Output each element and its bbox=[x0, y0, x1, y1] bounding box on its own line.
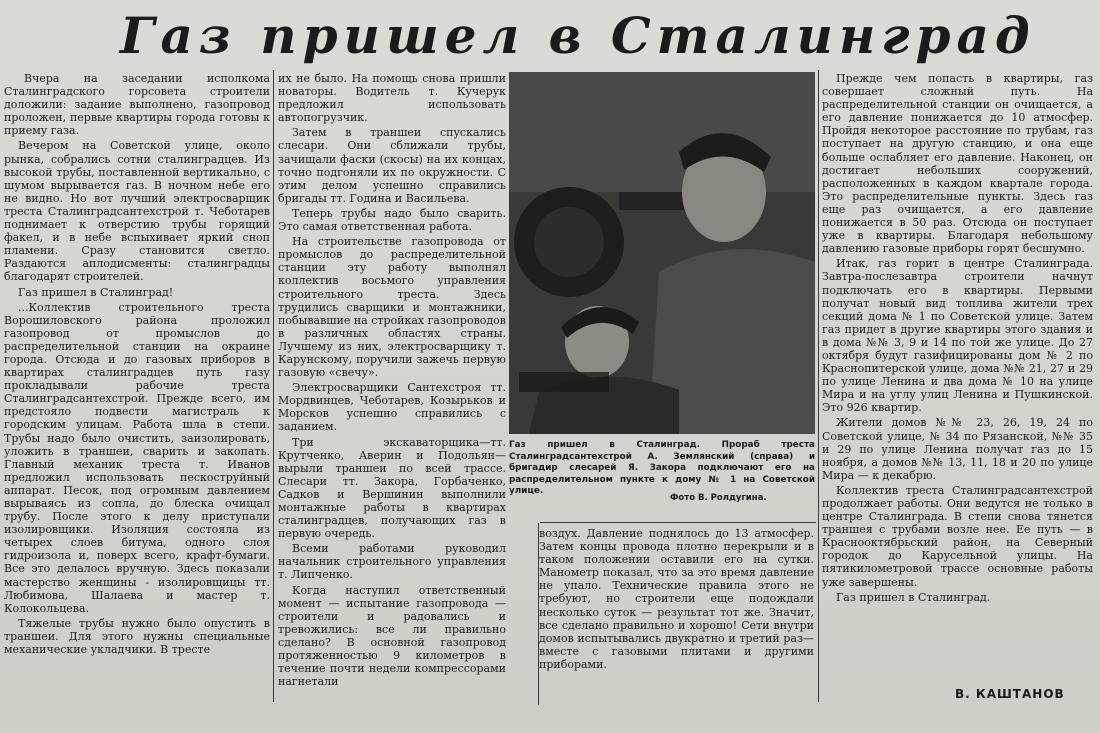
paragraph: Всеми работами руководил начальник строительного управления т. Липченко. bbox=[278, 542, 506, 582]
paragraph: Когда наступил ответственный момент — испытание газопровода — строители и радовались и тревожились: все ли правильно сделано? В основной газопровод протяженностью 9 километров в течение почти недели компрессорами нагнетали bbox=[278, 583, 506, 689]
paragraph: Газ пришел в Сталинград. bbox=[836, 590, 991, 604]
photo-caption: Газ пришел в Сталинград. Прораб треста Сталинградсантехстрой А. Землянский (справа) и бригадир слесарей Я. Закора подключают его на распределительном пункте к дому № 1 на Советской улице. bbox=[509, 440, 815, 496]
paragraph: Жители домов №№ 23, 26, 19, 24 по Советской улице, № 34 по Рязанской, №№ 35 и 29 по улице Ленина получат газ до 15 ноября, а домов №№ 13, 11, 18 и 20 по улице Мира — к декабрю. bbox=[822, 416, 1093, 482]
caption-rule bbox=[540, 522, 816, 523]
paragraph: Вечером на Советской улице, около рынка, собрались сотни сталинградцев. Из высокой трубы, поставленной вертикально, с шумом вырывается газ. В ночном небе его не видно. Но вот лучший электросварщик треста Сталинградсантехстрой т. Чеботарев поднимает к отверстию трубы горящий факел, и в небе вспыхивает яркий сноп пламени. Сразу становится светло. Раздаются аплодисменты: сталинградцы благодарят строителей. bbox=[4, 139, 270, 284]
headline: Газ пришел в Сталинград bbox=[120, 6, 1036, 65]
column-4 bbox=[822, 72, 1093, 708]
photo-credit: Фото В. Ролдугина. bbox=[670, 493, 767, 503]
column-3-bottom bbox=[539, 527, 814, 707]
paragraph: Теперь трубы надо было сварить. Это самая ответственная работа. bbox=[278, 206, 506, 234]
paragraph: Три экскаваторщика—тт. Крутченко, Аверин и Подольян—вырыли траншеи по всей трассе. Слесари тт. Закора, Горбаченко, Садков и Вершинин выполнили монтажные работы в квартирах сталинградцев, получающих газ в первую очередь. bbox=[278, 435, 506, 541]
author-signature: В. КАШТАНОВ bbox=[955, 687, 1065, 701]
column-2 bbox=[278, 72, 506, 697]
paragraph: ...Коллектив строительного треста Ворошиловского района проложил газопровод от промыслов до распределительной станции на окраине города. Отсюда и до газовых приборов в квартирах сталинградцев путь газу прокладывали рабочие треста Сталинградсантехстрой. Прежде всего, им предстояло подвести магистраль к городским улицам. Работа шла в степи. Трубы надо было очистить, заизолировать, уложить в траншеи, сварить и закопать. Главный механик треста т. Иванов предложил использовать пескоструйный аппарат. Песок, под огромным давлением вырываясь из сопла, до блеска очищал трубу. После этого к делу приступали изолировщики. Изоляция состояла из четырех слоев битума, одного слоя гидроизола и, поверх всего, крафт-бумаги. Все это делалось вручную. Здесь показали мастерство женщины - изолировщицы тт. Любимова, Шалаева и мастер т. Колокольцева. bbox=[4, 300, 270, 615]
paragraph: их не было. На помощь снова пришли новаторы. Водитель т. Кучерук предложил использовать автопогрузчик. bbox=[278, 72, 506, 125]
paragraph: воздух. Давление поднялось до 13 атмосфер. Затем концы провода плотно перекрыли и в таком положении оставили его на сутки. Манометр показал, что за это время давление не упало. Технические правила этого не требуют, но строители еще подождали несколько суток — результат тот же. Значит, все сделано правильно и хорошо! Сети внутри домов испытывались двукратно и третий раз— вместе с газовыми плитами и другими приборами. bbox=[539, 527, 814, 671]
photo-workers bbox=[509, 72, 815, 434]
paragraph: Газ пришел в Сталинград! bbox=[18, 285, 174, 299]
paragraph: Прежде чем попасть в квартиры, газ совершает сложный путь. На распределительной станции он очищается, а его давление понижается до 10 атмосфер. Пройдя некоторое расстояние по трубам, газ поступает на другую станцию, и она еще больше ослабляет его давление. Наконец, он достигает небольших сооружений, расположенных в каждом квартале города. Это распределительные пункты. Здесь газ еще раз очищается, а его давление понижается в 50 раз. Отсюда он поступает уже в квартиры. Благодаря небольшому давлению газовые приборы горят бесшумно. bbox=[822, 72, 1093, 256]
column-rule bbox=[273, 70, 274, 702]
photo-image bbox=[509, 72, 815, 434]
paragraph: На строительстве газопровода от промыслов до распределительной станции эту работу выполнял коллектив восьмого управления строительного треста. Здесь трудились сварщики и монтажники, побывавшие на стройках газопроводов в различных областях страны. Лучшему из них, электросварщику т. Карунскому, поручили зажечь первую газовую «свечу». bbox=[278, 235, 506, 380]
paragraph: Вчера на заседании исполкома Сталинградского горсовета строители доложили: задание выполнено, газопровод проложен, первые квартиры города готовы к приему газа. bbox=[4, 72, 270, 138]
paragraph: Коллектив треста Сталинградсантехстрой продолжает работы. Они ведутся не только в центре Сталинграда. В степи снова тянется траншея с трубами возле нее. Ее путь — в Краснооктябрьский район, на Северный городок до Карусельной улицы. На пятикилометровой трассе основные работы уже завершены. bbox=[822, 483, 1093, 589]
paragraph: Итак, газ горит в центре Сталинграда. Завтра-послезавтра строители начнут подключать его в квартиры. Первыми получат новый вид топлива жители трех секций дома № 1 по Советской улице. Затем газ придет в другие квартиры этого здания и в дома №№ 3, 9 и 14 по той же улице. До 27 октября будут газифицированы дом № 2 по Краснопитерской улице, дома №№ 21, 27 и 29 по улице Ленина и два дома № 10 на улице Мира и на углу улиц Ленина и Пушкинской. Это 926 квартир. bbox=[822, 257, 1093, 415]
paragraph: Тяжелые трубы нужно было опустить в траншеи. Для этого нужны специальные механические укладчики. В тресте bbox=[4, 616, 270, 657]
paragraph: Электросварщики Сантехстроя тт. Мордвинцев, Чеботарев, Козырьков и Морсков успешно справились с заданием. bbox=[278, 381, 506, 434]
column-1 bbox=[4, 72, 270, 702]
paragraph: Затем в траншеи спускались слесари. Они сближали трубы, зачищали фаски (скосы) на их концах, точно подгоняли их по окружности. С этим делом успешно справились бригады тт. Година и Васильева. bbox=[278, 126, 506, 205]
column-rule bbox=[818, 70, 819, 702]
